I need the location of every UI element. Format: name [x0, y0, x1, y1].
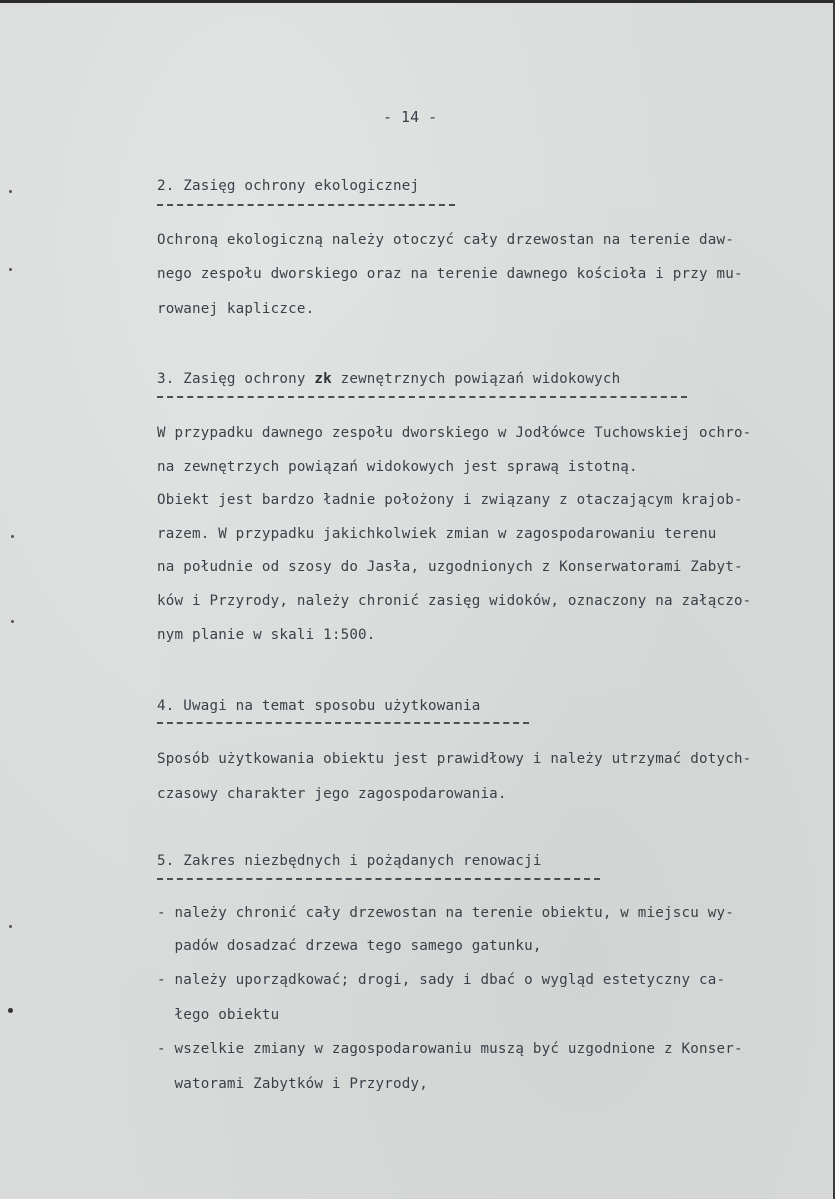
section-2-underline — [157, 204, 455, 206]
section-5-line-4: łego obiektu — [157, 1007, 280, 1023]
section-3-heading-part-2: zewnętrznych powiązań widokowych — [331, 371, 621, 387]
section-3-line-4: razem. W przypadku jakichkolwiek zmian w zagospodarowaniu terenu — [157, 526, 717, 542]
margin-mark — [9, 190, 12, 193]
section-2-heading: 2. Zasięg ochrony ekologicznej — [157, 178, 420, 194]
margin-mark — [8, 1008, 13, 1013]
section-3-heading-struck: zk — [314, 371, 332, 387]
section-3-line-3: Obiekt jest bardzo ładnie położony i związany z otaczającym krajob- — [157, 492, 743, 508]
section-5-line-2: padów dosadzać drzewa tego samego gatunku, — [157, 938, 542, 954]
margin-mark — [11, 535, 14, 538]
section-4-line-1: Sposób użytkowania obiektu jest prawidłowy i należy utrzymać dotych- — [157, 751, 752, 767]
section-5-line-6: watorami Zabytków i Przyrody, — [157, 1076, 428, 1092]
section-3-line-1: W przypadku dawnego zespołu dworskiego w Jodłówce Tuchowskiej ochro- — [157, 425, 752, 441]
page-number: - 14 - — [383, 108, 438, 126]
section-3-line-5: na południe od szosy do Jasła, uzgodnionych z Konserwatorami Zabyt- — [157, 559, 743, 575]
section-2-line-1: Ochroną ekologiczną należy otoczyć cały drzewostan na terenie daw- — [157, 232, 734, 248]
section-5-line-3: - należy uporządkować; drogi, sady i dbać o wygląd estetyczny ca- — [157, 972, 726, 988]
section-4-heading: 4. Uwagi na temat sposobu użytkowania — [157, 698, 481, 714]
section-3-line-2: na zewnętrzych powiązań widokowych jest sprawą istotną. — [157, 459, 638, 475]
page-top-edge — [0, 0, 835, 3]
section-3-line-7: nym planie w skali 1:500. — [157, 627, 376, 643]
section-3-underline — [157, 396, 687, 398]
section-5-line-1: - należy chronić cały drzewostan na terenie obiektu, w miejscu wy- — [157, 905, 734, 921]
margin-mark — [9, 925, 12, 928]
section-2-line-3: rowanej kapliczce. — [157, 301, 315, 317]
section-4-line-2: czasowy charakter jego zagospodarowania. — [157, 786, 507, 802]
section-5-line-5: - wszelkie zmiany w zagospodarowaniu muszą być uzgodnione z Konser- — [157, 1041, 743, 1057]
margin-mark — [9, 268, 12, 271]
section-4-underline — [157, 722, 529, 724]
section-3-heading-part-1: 3. Zasięg ochrony — [157, 371, 315, 387]
section-3-heading — [157, 371, 620, 387]
section-5-heading: 5. Zakres niezbędnych i pożądanych renowacji — [157, 853, 542, 869]
section-3-line-6: ków i Przyrody, należy chronić zasięg widoków, oznaczony na załączo- — [157, 593, 752, 609]
margin-mark — [11, 620, 14, 623]
section-2-line-2: nego zespołu dworskiego oraz na terenie dawnego kościoła i przy mu- — [157, 266, 743, 282]
section-5-underline — [157, 878, 600, 880]
